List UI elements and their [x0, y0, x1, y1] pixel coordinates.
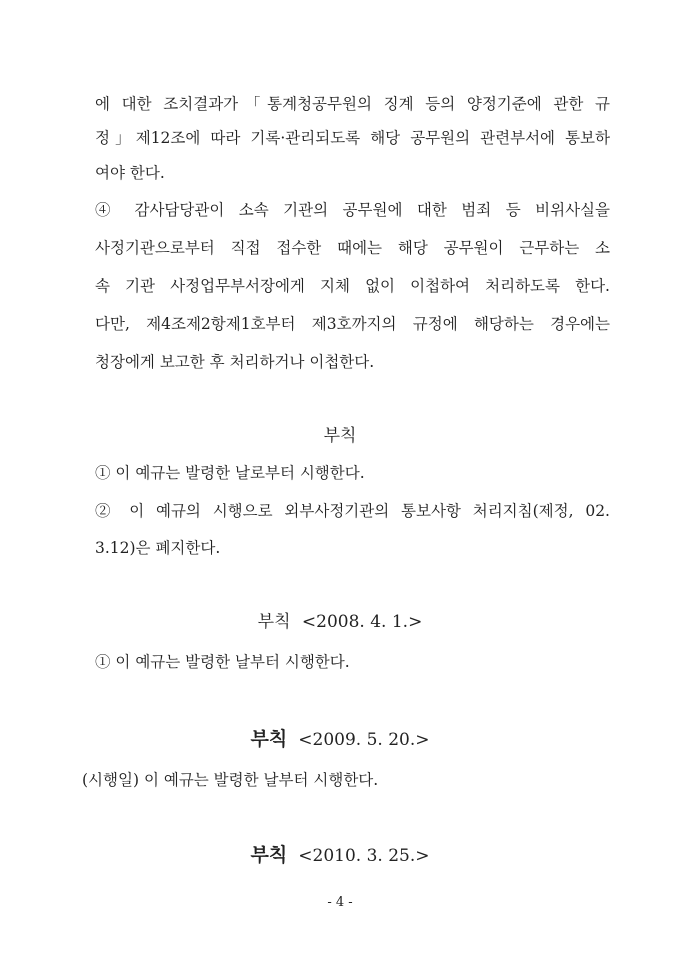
supplementary-heading: 부칙 [257, 612, 291, 632]
paragraph-line: 여야 한다. [95, 164, 165, 182]
page-number: - 4 - [327, 895, 353, 910]
paragraph-line: 정」제12조에 따라 기록·관리되도록 해당 공무원의 관련부서에 통보하 [95, 129, 610, 147]
supplementary-heading: 부칙 [250, 728, 288, 750]
supplementary-line: ① 이 예규는 발령한 날로부터 시행한다. [95, 464, 365, 482]
paragraph-line: 청장에게 보고한 후 처리하거나 이첩한다. [95, 353, 375, 371]
supplementary-heading-row [0, 727, 680, 752]
supplementary-date: <2008. 4. 1.> [301, 612, 423, 632]
paragraph-line: 사정기관으로부터 직접 접수한 때에는 해당 공무원이 근무하는 소 [95, 239, 610, 257]
supplementary-date: <2009. 5. 20.> [298, 730, 430, 750]
supplementary-line: ① 이 예규는 발령한 날부터 시행한다. [95, 653, 350, 671]
supplementary-heading: 부칙 [250, 844, 288, 866]
supplementary-heading-row [0, 610, 680, 634]
paragraph-line: 에 대한 조치결과가「통계청공무원의 징계 등의 양정기준에 관한 규 [95, 95, 610, 113]
paragraph-line: 다만, 제4조제2항제1호부터 제3호까지의 규정에 해당하는 경우에는 [95, 315, 610, 333]
paragraph-line: ④ 감사담당관이 소속 기관의 공무원에 대한 범죄 등 비위사실을 [95, 201, 610, 219]
supplementary-heading-row [0, 843, 680, 868]
supplementary-line: ② 이 예규의 시행으로 외부사정기관의 통보사항 처리지침(제정, 02. [95, 502, 610, 520]
supplementary-line: (시행일) 이 예규는 발령한 날부터 시행한다. [82, 771, 379, 789]
supplementary-heading: 부칙 [323, 426, 357, 446]
paragraph-line: 속 기관 사정업무부서장에게 지체 없이 이첩하여 처리하도록 한다. [95, 277, 610, 295]
supplementary-line: 3.12)은 폐지한다. [95, 539, 221, 557]
supplementary-date: <2010. 3. 25.> [298, 846, 430, 866]
